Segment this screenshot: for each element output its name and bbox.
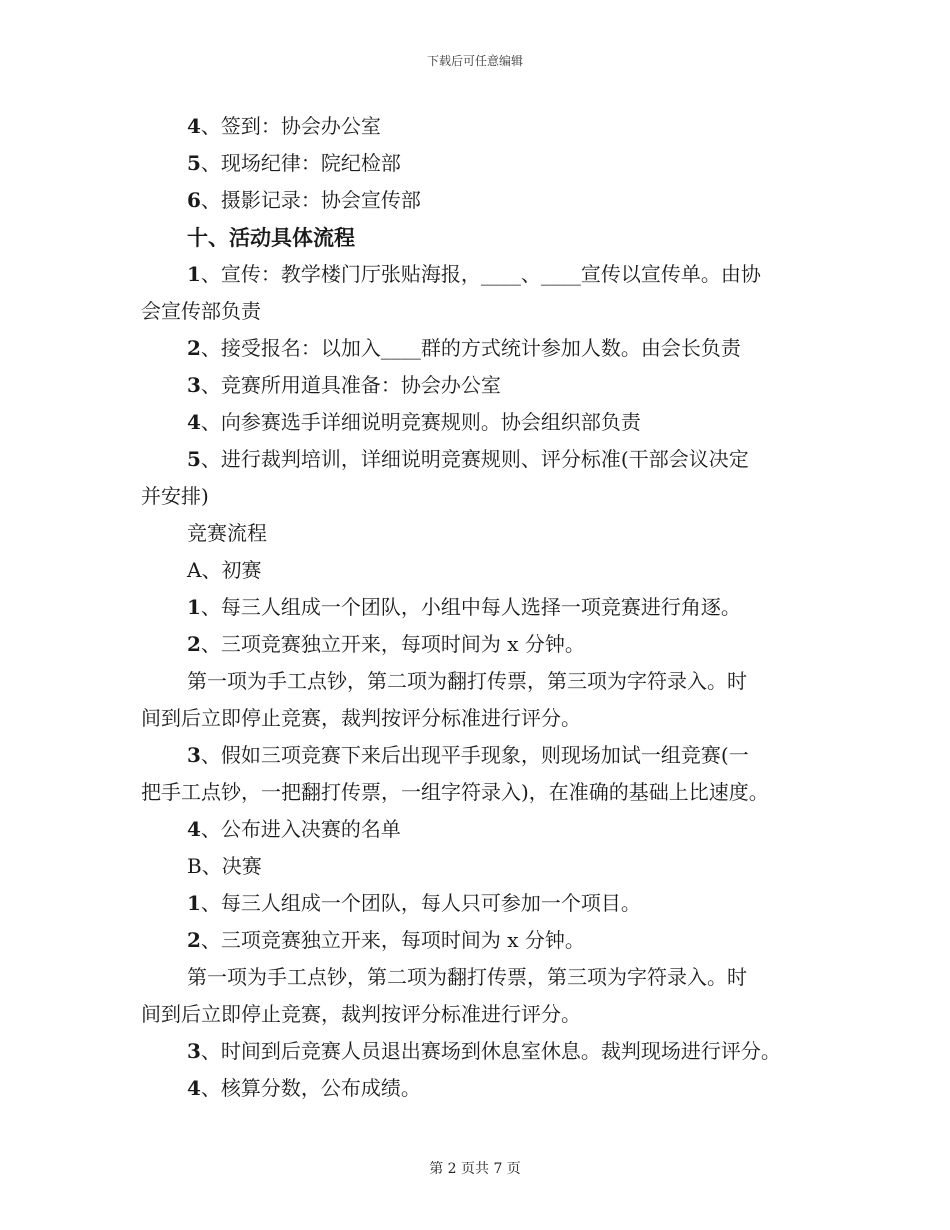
line-text: 、核算分数，公布成绩。 xyxy=(200,1076,421,1100)
line-text: 、三项竞赛独立开来，每项时间为 x 分钟。 xyxy=(200,928,585,952)
line-text: 、现场纪律：院纪检部 xyxy=(200,151,401,175)
line-text: B、决赛 xyxy=(187,854,262,878)
item-number: 1 xyxy=(187,891,201,915)
text-line xyxy=(141,922,821,959)
line-text: 第一项为手工点钞，第二项为翻打传票，第三项为字符录入。时 xyxy=(187,965,747,989)
line-text: 、假如三项竞赛下来后出现平手现象，则现场加试一组竞赛(一 xyxy=(200,743,749,767)
line-text: 、签到：协会办公室 xyxy=(200,114,381,138)
line-text: 间到后立即停止竞赛，裁判按评分标准进行评分。 xyxy=(141,706,581,730)
item-number: 1 xyxy=(187,262,201,286)
line-text: 、宣传：教学楼门厅张贴海报，____、____宣传以宣传单。由协 xyxy=(200,262,761,286)
line-text: 会宣传部负责 xyxy=(141,299,261,323)
item-number: 3 xyxy=(187,373,201,397)
line-text: 间到后立即停止竞赛，裁判按评分标准进行评分。 xyxy=(141,1002,581,1026)
text-line xyxy=(141,811,821,848)
text-line xyxy=(141,1033,821,1070)
page-header: 下载后可任意编辑 xyxy=(426,54,523,68)
document-body xyxy=(141,108,821,1107)
line-text: 十、活动具体流程 xyxy=(187,225,355,250)
text-line xyxy=(141,737,821,774)
text-line xyxy=(141,293,821,330)
text-line xyxy=(141,367,821,404)
page-footer: 第 2 页共 7 页 xyxy=(429,1161,521,1177)
item-number: 2 xyxy=(187,336,201,360)
text-line xyxy=(141,959,821,996)
item-number: 2 xyxy=(187,928,201,952)
text-line xyxy=(141,552,821,589)
text-line xyxy=(141,330,821,367)
section-heading xyxy=(141,219,821,256)
line-text: A、初赛 xyxy=(187,558,262,582)
item-number: 4 xyxy=(187,817,201,841)
item-number: 6 xyxy=(187,188,201,212)
item-number: 3 xyxy=(187,1039,201,1063)
text-line xyxy=(141,478,821,515)
text-line xyxy=(141,589,821,626)
item-number: 5 xyxy=(187,151,201,175)
item-number: 2 xyxy=(187,632,201,656)
text-line xyxy=(141,885,821,922)
text-line xyxy=(141,1070,821,1107)
line-text: 、每三人组成一个团队，小组中每人选择一项竞赛进行角逐。 xyxy=(200,595,741,619)
text-line xyxy=(141,663,821,700)
line-text: 、竞赛所用道具准备：协会办公室 xyxy=(200,373,501,397)
line-text: 、公布进入决赛的名单 xyxy=(200,817,401,841)
text-line xyxy=(141,515,821,552)
line-text: 、每三人组成一个团队，每人只可参加一个项目。 xyxy=(200,891,641,915)
item-number: 1 xyxy=(187,595,201,619)
line-text: 把手工点钞，一把翻打传票，一组字符录入)，在准确的基础上比速度。 xyxy=(141,780,769,804)
item-number: 4 xyxy=(187,1076,201,1100)
line-text: 、向参赛选手详细说明竞赛规则。协会组织部负责 xyxy=(200,410,641,434)
line-text: 竞赛流程 xyxy=(187,521,267,545)
text-line xyxy=(141,774,821,811)
line-text: 、摄影记录：协会宣传部 xyxy=(200,188,421,212)
line-text: 、时间到后竞赛人员退出赛场到休息室休息。裁判现场进行评分。 xyxy=(200,1039,781,1063)
text-line xyxy=(141,404,821,441)
line-text: 、进行裁判培训，详细说明竞赛规则、评分标准(干部会议决定 xyxy=(200,447,749,471)
item-number: 4 xyxy=(187,410,201,434)
line-text: 、接受报名：以加入____群的方式统计参加人数。由会长负责 xyxy=(200,336,741,360)
text-line xyxy=(141,182,821,219)
line-text: 、三项竞赛独立开来，每项时间为 x 分钟。 xyxy=(200,632,585,656)
text-line xyxy=(141,145,821,182)
text-line xyxy=(141,700,821,737)
line-text: 第一项为手工点钞，第二项为翻打传票，第三项为字符录入。时 xyxy=(187,669,747,693)
text-line xyxy=(141,626,821,663)
text-line xyxy=(141,848,821,885)
item-number: 3 xyxy=(187,743,201,767)
text-line xyxy=(141,996,821,1033)
text-line xyxy=(141,256,821,293)
line-text: 并安排) xyxy=(141,484,209,508)
text-line xyxy=(141,108,821,145)
item-number: 4 xyxy=(187,114,201,138)
item-number: 5 xyxy=(187,447,201,471)
text-line xyxy=(141,441,821,478)
